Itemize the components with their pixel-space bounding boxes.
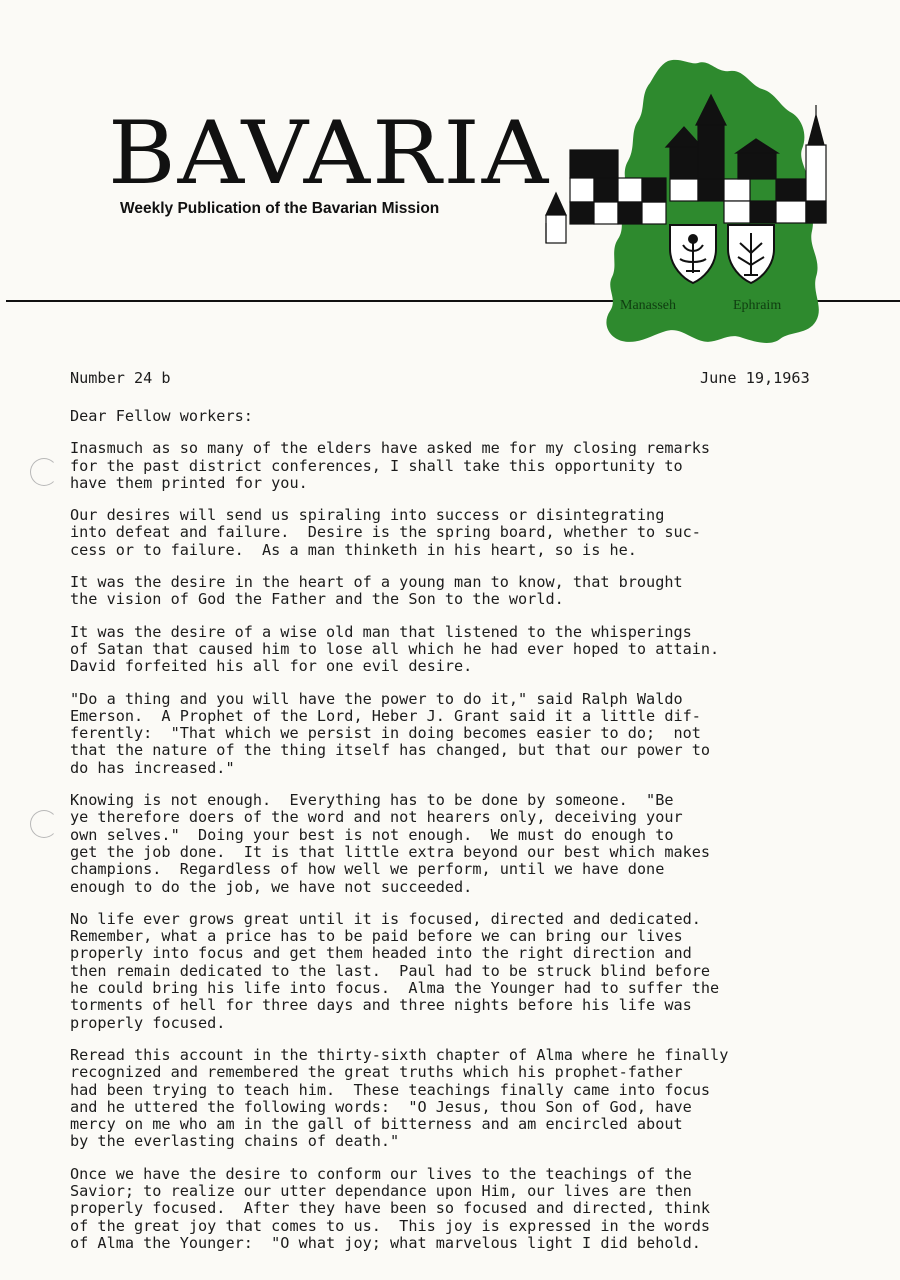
salutation: Dear Fellow workers: bbox=[70, 407, 253, 425]
emblem-label-manasseh: Manasseh bbox=[620, 298, 676, 313]
publication-title: BAVARIA bbox=[108, 102, 551, 205]
paragraph: Knowing is not enough. Everything has to be done by someone. "Be ye therefore doers of the word and not hearers only, deceiving your own selves." Doing your best is not enough. We must do enough to get the job done. It is that little extra beyond our best which makes champions. Regardless of how well we perform, until we have done enough to do the job, we have not succeeded. bbox=[70, 791, 711, 896]
masthead bbox=[0, 0, 900, 350]
binder-hole-mark bbox=[30, 458, 58, 486]
emblem-label-ephraim: Ephraim bbox=[733, 298, 782, 313]
paragraph: Our desires will send us spiraling into success or disintegrating into defeat and failure. Desire is the spring board, whether to suc- cess or to failure. As a man thinketh in his heart, so is he. bbox=[70, 506, 701, 559]
paragraph: It was the desire of a wise old man that listened to the whisperings of Satan that caused him to lose all which he had ever hoped to attain. David forfeited his all for one evil desire. bbox=[70, 622, 720, 676]
paragraph: "Do a thing and you will have the power to do it," said Ralph Waldo Emerson. A Prophet of the Lord, Heber J. Grant said it a little dif- ferently: "That which we persist in doing becomes easier to do; not that the nature of the thing itself has changed, but that our power to do has increased." bbox=[70, 689, 711, 777]
paragraph: It was the desire in the heart of a young man to know, that brought the vision of God the Father and the Son to the world. bbox=[70, 573, 683, 609]
paragraph: No life ever grows great until it is focused, directed and dedicated. Remember, what a price has to be paid before we can bring our lives properly into focus and get them headed into the right direction and then remain dedicated to the last. Paul had to be struck blind before he could bring his life into focus. Alma the Younger had to suffer the torments of hell for three days and three nights before his life was properly focused. bbox=[70, 909, 720, 1032]
letter-meta bbox=[70, 370, 890, 390]
binder-hole-mark bbox=[30, 810, 58, 838]
issue-number: Number 24 b bbox=[70, 369, 171, 387]
paragraph: Inasmuch as so many of the elders have asked me for my closing remarks for the past district conferences, I shall take this opportunity to have them printed for you. bbox=[70, 439, 711, 492]
publication-subtitle: Weekly Publication of the Bavarian Mission bbox=[120, 200, 440, 217]
mission-emblem bbox=[540, 55, 840, 350]
paragraph: Once we have the desire to conform our lives to the teachings of the Savior; to realize our utter dependance upon Him, our lives are then properly focused. After they have been so focused and directed, think of the great joy that comes to us. This joy is expressed in the words of Alma the Younger: "O what joy; what marvelous light I did behold. bbox=[70, 1164, 711, 1252]
paragraph: Reread this account in the thirty-sixth chapter of Alma where he finally recognized and remembered the great truths which his prophet-father had been trying to teach him. These teachings finally came into focus and he uttered the following words: "O Jesus, thou Son of God, have mercy on me who am in the gall of bitterness and am encircled about by the everlasting chains of death." bbox=[70, 1045, 729, 1151]
letter-date: June 19,1963 bbox=[700, 369, 810, 387]
letter-body bbox=[70, 370, 890, 1252]
